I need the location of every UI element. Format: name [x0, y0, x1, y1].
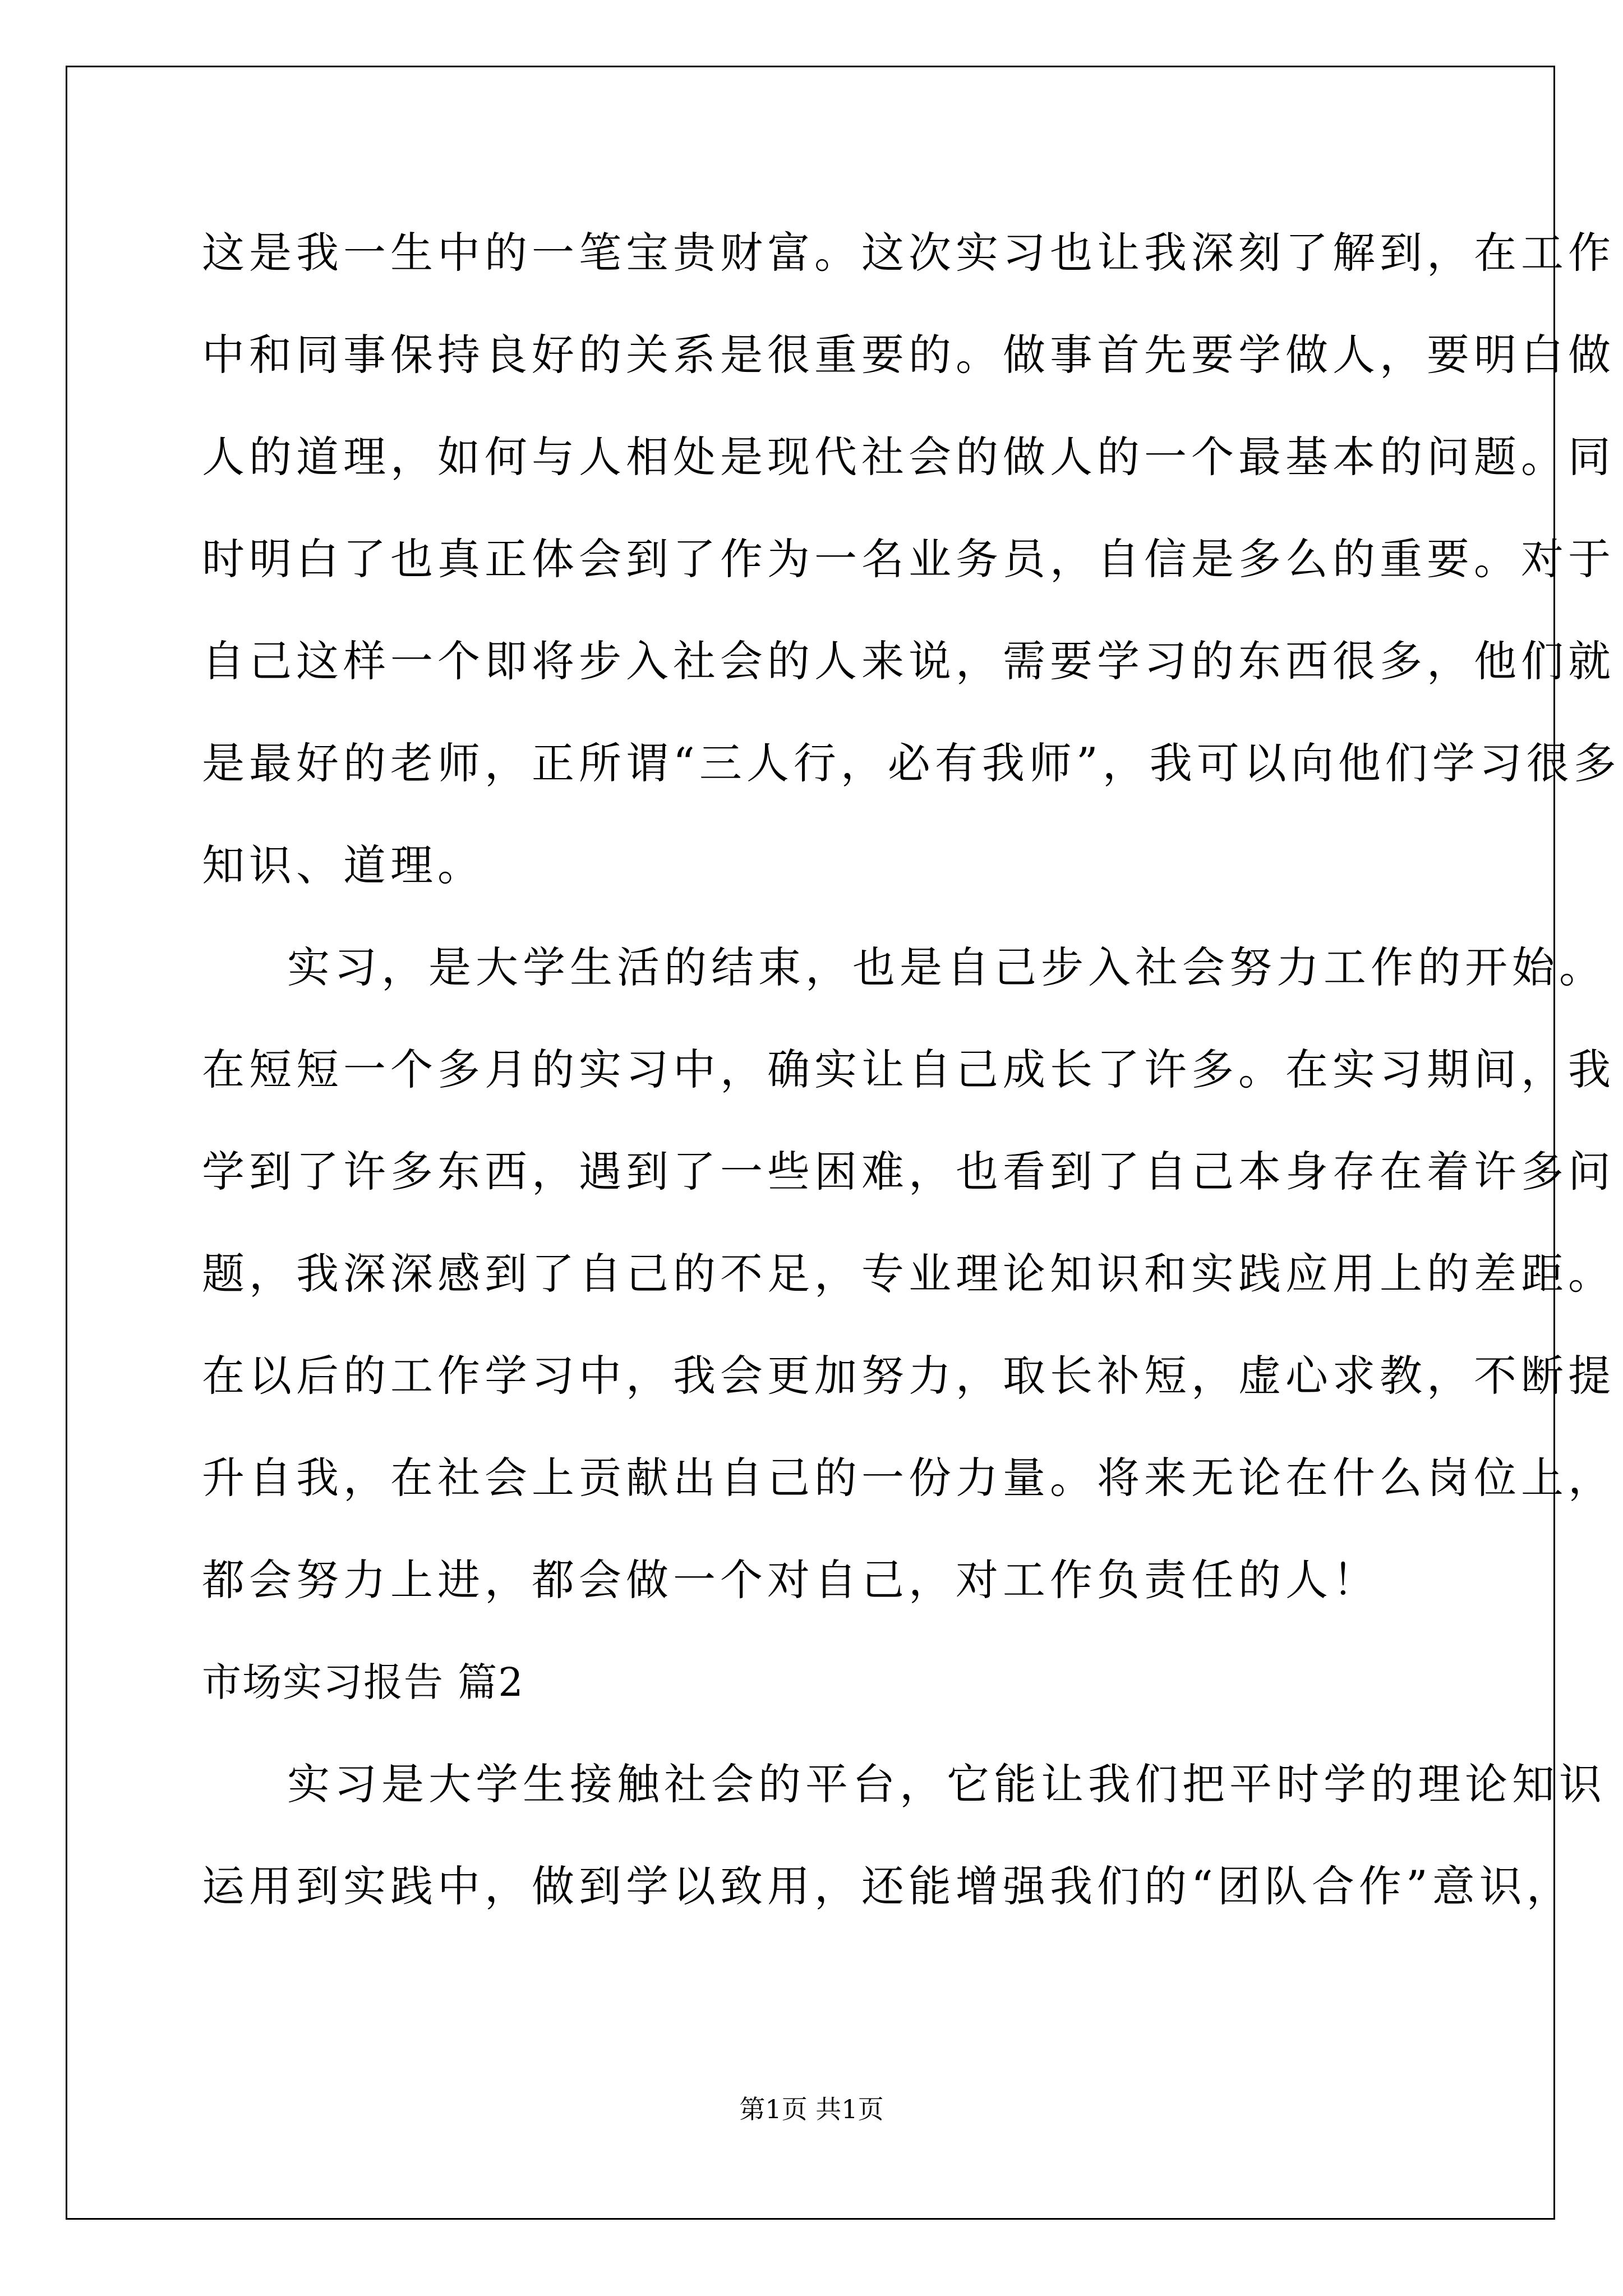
text-line: 在以后的工作学习中，我会更加努力，取长补短，虚心求教，不断提 [202, 1351, 1615, 1401]
document-body [202, 202, 1621, 1938]
text-line: 是最好的老师，正所谓“三人行，必有我师”，我可以向他们学习很多 [202, 738, 1621, 788]
text-line: 学到了许多东西，遇到了一些困难，也看到了自己本身存在着许多问 [202, 1147, 1615, 1197]
text-line: 在短短一个多月的实习中，确实让自己成长了许多。在实习期间，我 [202, 1045, 1615, 1094]
text-line: 自己这样一个即将步入社会的人来说，需要学习的东西很多，他们就 [202, 636, 1615, 686]
section-heading: 市场实习报告 篇2 [202, 1659, 524, 1705]
text-line: 时明白了也真正体会到了作为一名业务员，自信是多么的重要。对于 [202, 534, 1615, 584]
text-line: 题，我深深感到了自己的不足，专业理论知识和实践应用上的差距。 [202, 1249, 1615, 1299]
paragraph-start-line: 实习是大学生接触社会的平台，它能让我们把平时学的理论知识 [287, 1759, 1606, 1809]
text-line: 人的道理，如何与人相处是现代社会的做人的一个最基本的问题。同 [202, 432, 1615, 482]
text-line: 都会努力上进，都会做一个对自己，对工作负责任的人！ [202, 1555, 1380, 1605]
text-line: 知识、道理。 [202, 840, 485, 890]
paragraph-start-line: 实习，是大学生活的结束，也是自己步入社会努力工作的开始。 [287, 942, 1606, 992]
page-footer: 第1页 共1页 [739, 2094, 884, 2124]
text-line: 中和同事保持良好的关系是很重要的。做事首先要学做人，要明白做 [202, 330, 1615, 380]
text-line: 升自我，在社会上贡献出自己的一份力量。将来无论在什么岗位上， [202, 1453, 1615, 1503]
text-line: 这是我一生中的一笔宝贵财富。这次实习也让我深刻了解到，在工作 [202, 228, 1615, 278]
text-line: 运用到实践中，做到学以致用，还能增强我们的“团队合作”意识， [202, 1861, 1574, 1911]
